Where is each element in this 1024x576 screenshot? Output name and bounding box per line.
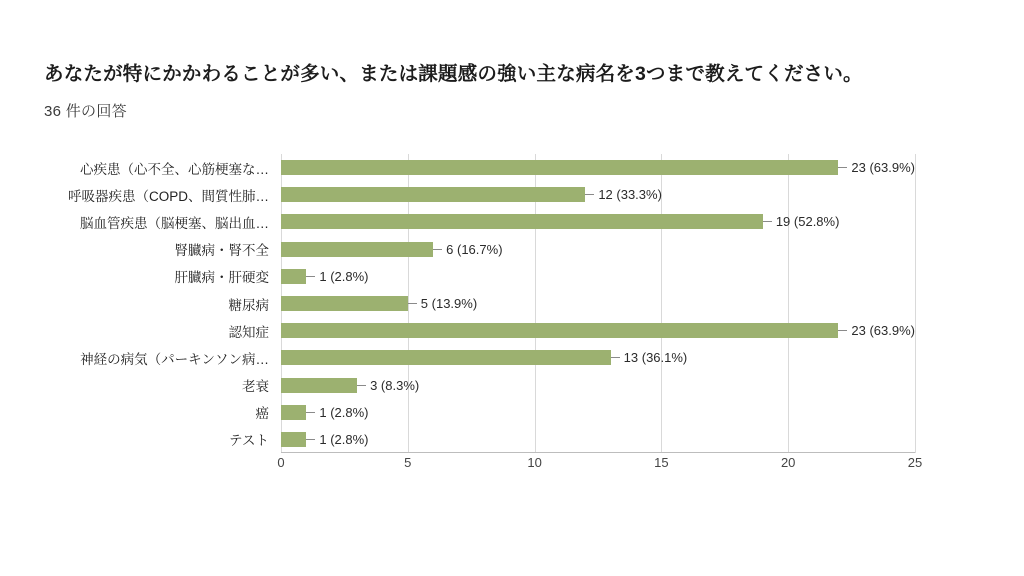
leader-line-icon xyxy=(763,221,772,222)
x-axis-ticks xyxy=(277,455,923,477)
bar-value-label xyxy=(838,323,915,338)
bar-value-text: 1 (2.8%) xyxy=(319,268,369,284)
category-label: 呼吸器疾患（COPD、間質性肺… xyxy=(67,188,269,204)
bar[interactable] xyxy=(281,214,763,229)
bar[interactable] xyxy=(281,269,306,284)
leader-line-icon xyxy=(357,385,366,386)
category-label: 腎臓病・腎不全 xyxy=(174,243,269,259)
bar-value-label xyxy=(433,242,502,257)
bar-row[interactable] xyxy=(281,236,915,263)
category-label: 老衰 xyxy=(242,379,269,395)
category-label: 糖尿病 xyxy=(228,297,269,313)
bar[interactable] xyxy=(281,242,433,257)
bar[interactable] xyxy=(281,405,306,420)
bar-value-text: 6 (16.7%) xyxy=(446,241,503,257)
bar[interactable] xyxy=(281,323,838,338)
bar-value-label xyxy=(306,432,368,447)
x-tick-label: 25 xyxy=(907,455,923,470)
bar-value-text: 3 (8.3%) xyxy=(370,377,420,393)
bar-row[interactable] xyxy=(281,372,915,399)
leader-line-icon xyxy=(838,167,847,168)
category-label: 肝臓病・肝硬変 xyxy=(174,270,269,286)
bar-row[interactable] xyxy=(281,290,915,317)
bar-row[interactable] xyxy=(281,317,915,344)
leader-line-icon xyxy=(408,303,417,304)
bar-value-text: 5 (13.9%) xyxy=(420,296,478,312)
leader-line-icon xyxy=(306,276,315,277)
gridline xyxy=(915,154,916,453)
x-tick-label: 0 xyxy=(277,455,285,470)
bar-value-text: 13 (36.1%) xyxy=(623,350,688,366)
bar[interactable] xyxy=(281,378,357,393)
bar-value-label xyxy=(838,160,915,175)
bar-row[interactable] xyxy=(281,399,915,426)
response-count: 36 件の回答 xyxy=(44,103,127,120)
bar-chart xyxy=(30,150,990,480)
leader-line-icon xyxy=(611,357,620,358)
leader-line-icon xyxy=(306,412,315,413)
bar-row[interactable] xyxy=(281,208,915,235)
bar-row[interactable] xyxy=(281,426,915,453)
bar-value-text: 1 (2.8%) xyxy=(319,431,369,447)
bar[interactable] xyxy=(281,160,838,175)
bar-value-text: 23 (63.9%) xyxy=(851,160,915,176)
x-tick-label: 15 xyxy=(654,455,669,470)
leader-line-icon xyxy=(433,249,442,250)
bar-value-label xyxy=(763,214,840,229)
category-label: テスト xyxy=(229,433,269,449)
leader-line-icon xyxy=(838,330,847,331)
category-label: 心疾患（心不全、心筋梗塞な… xyxy=(80,161,269,177)
bars xyxy=(281,154,915,453)
plot-area xyxy=(281,154,915,453)
bar-row[interactable] xyxy=(281,154,915,181)
bar-value-text: 1 (2.8%) xyxy=(319,404,369,420)
category-label: 神経の病気（パーキンソン病… xyxy=(80,351,269,367)
bar[interactable] xyxy=(281,350,611,365)
leader-line-icon xyxy=(585,194,594,195)
bar-value-text: 12 (33.3%) xyxy=(598,187,662,203)
category-label: 脳血管疾患（脳梗塞、脳出血… xyxy=(80,215,269,231)
page-title: あなたが特にかかわることが多い、または課題感の強い主な病名を3つまで教えてください。 xyxy=(44,63,863,85)
bar-value-text: 19 (52.8%) xyxy=(775,214,840,230)
bar[interactable] xyxy=(281,296,408,311)
bar-value-label xyxy=(585,187,662,202)
plot-wrap xyxy=(30,150,990,470)
bar-value-text: 23 (63.9%) xyxy=(851,323,915,339)
bar-value-label xyxy=(306,269,368,284)
bar-value-label xyxy=(408,296,477,311)
x-tick-label: 10 xyxy=(527,455,542,470)
category-label: 認知症 xyxy=(228,324,269,340)
bar-value-label xyxy=(611,350,688,365)
category-labels xyxy=(30,154,275,453)
category-label: 癌 xyxy=(255,406,269,422)
bar[interactable] xyxy=(281,187,585,202)
bar-value-label xyxy=(306,405,368,420)
leader-line-icon xyxy=(306,439,315,440)
x-tick-label: 5 xyxy=(404,455,412,470)
bar-row[interactable] xyxy=(281,181,915,208)
bar-row[interactable] xyxy=(281,263,915,290)
bar-row[interactable] xyxy=(281,344,915,371)
bar[interactable] xyxy=(281,432,306,447)
x-tick-label: 20 xyxy=(780,455,796,470)
bar-value-label xyxy=(357,378,419,393)
